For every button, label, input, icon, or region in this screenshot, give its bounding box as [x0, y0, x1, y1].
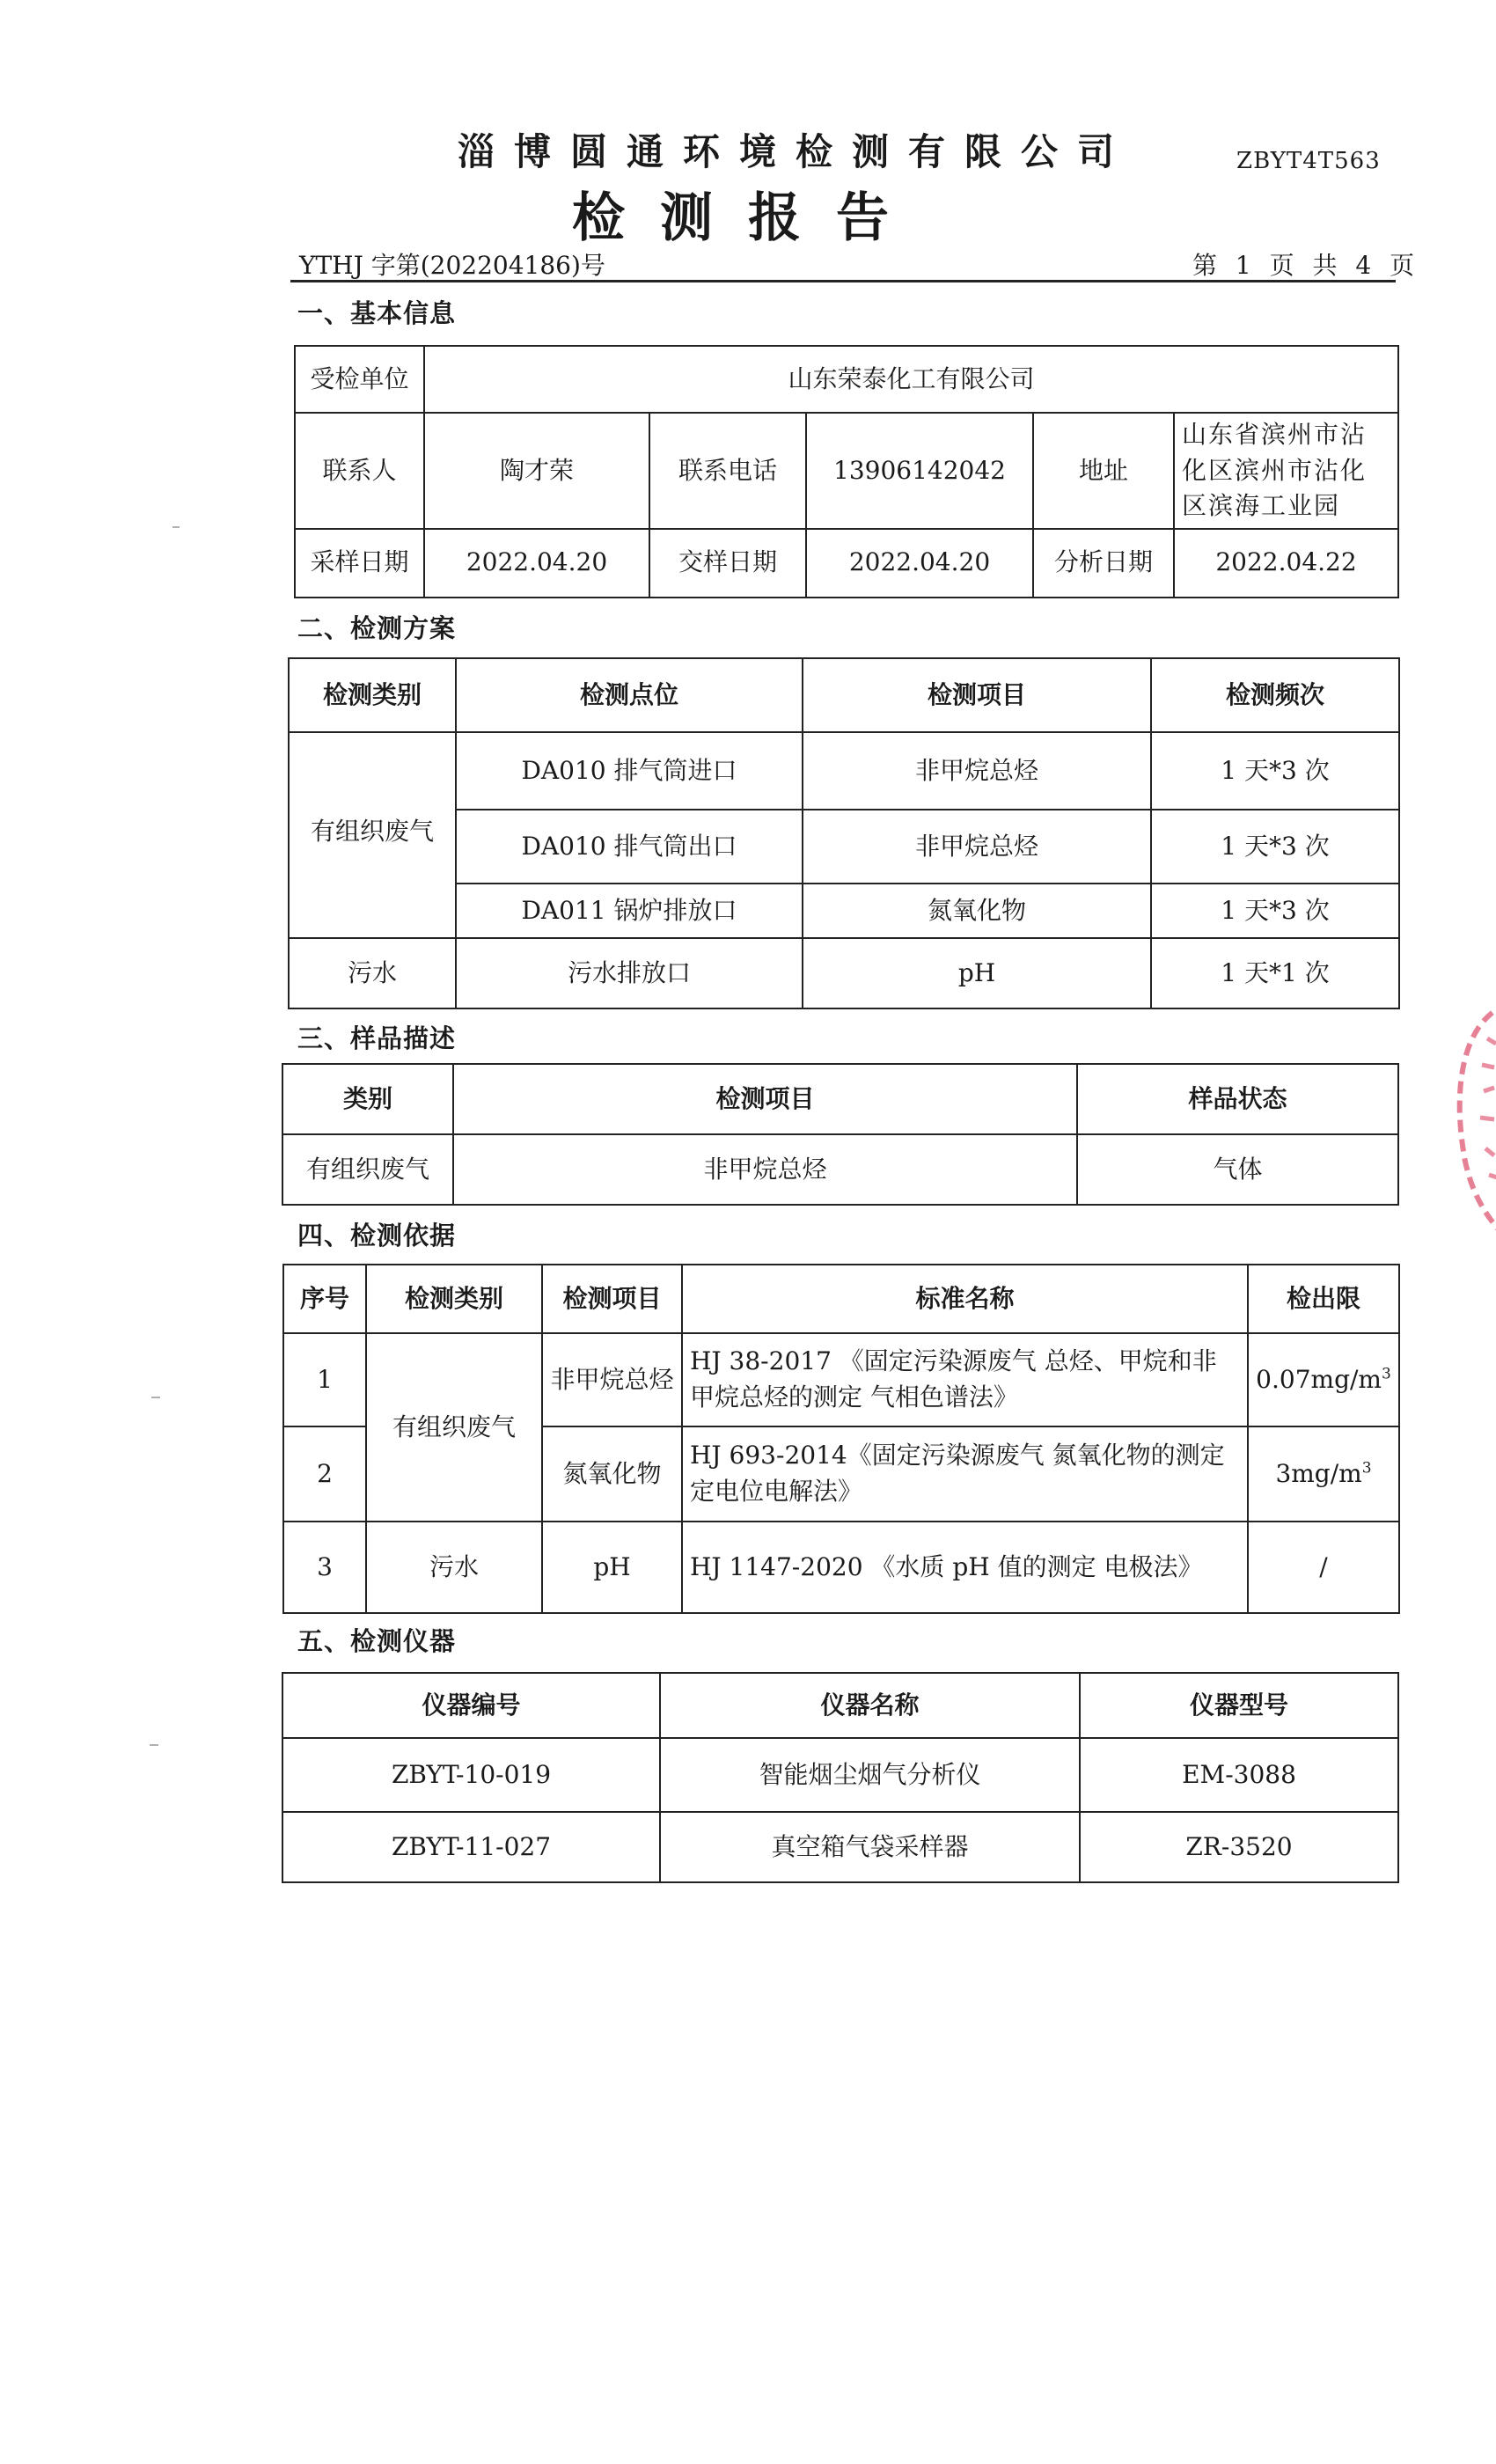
table-row — [282, 1812, 1398, 1882]
basis-item: 氮氧化物 — [542, 1426, 682, 1522]
plan-frequency: 1 天*3 次 — [1151, 810, 1399, 884]
delivery-date-label: 交样日期 — [649, 529, 806, 598]
section-basis-heading: 四、检测依据 — [297, 1221, 457, 1250]
basis-limit-value: / — [1319, 1551, 1328, 1581]
instrument-id: ZBYT-11-027 — [282, 1812, 660, 1882]
plan-item: 氮氧化物 — [803, 884, 1151, 938]
scan-speck — [151, 1397, 160, 1398]
instruments-header-id: 仪器编号 — [282, 1673, 660, 1738]
plan-frequency: 1 天*3 次 — [1151, 884, 1399, 938]
analysis-date-label: 分析日期 — [1033, 529, 1174, 598]
basis-limit — [1248, 1426, 1399, 1522]
basis-limit-exponent: 3 — [1361, 1459, 1372, 1478]
samples-table — [282, 1063, 1399, 1206]
basis-limit-value: 0.07mg/m — [1256, 1364, 1382, 1394]
plan-item: pH — [803, 938, 1151, 1008]
basis-standard: HJ 38-2017 《固定污染源废气 总烃、甲烷和非甲烷总烃的测定 气相色谱法》 — [682, 1333, 1248, 1426]
plan-point: 污水排放口 — [456, 938, 803, 1008]
scan-speck — [150, 1744, 158, 1746]
samples-state: 气体 — [1077, 1134, 1398, 1205]
plan-category-water: 污水 — [289, 938, 456, 1008]
phone-label: 联系电话 — [649, 413, 806, 529]
section-plan-heading: 二、检测方案 — [297, 613, 457, 643]
instrument-name: 真空箱气袋采样器 — [660, 1812, 1080, 1882]
plan-header-category: 检测类别 — [289, 658, 456, 732]
basis-category-gas: 有组织废气 — [366, 1333, 542, 1522]
basis-header-limit: 检出限 — [1248, 1265, 1399, 1333]
basis-limit — [1248, 1333, 1399, 1426]
table-row — [283, 1522, 1399, 1613]
basis-limit — [1248, 1522, 1399, 1613]
address-value: 山东省滨州市沾化区滨州市沾化区滨海工业园 — [1174, 413, 1398, 529]
instrument-id: ZBYT-10-019 — [282, 1738, 660, 1812]
sampling-date-label: 采样日期 — [295, 529, 424, 598]
section-instruments-heading: 五、检测仪器 — [297, 1626, 457, 1656]
basis-item: 非甲烷总烃 — [542, 1333, 682, 1426]
basis-no: 1 — [283, 1333, 366, 1426]
basis-header-item: 检测项目 — [542, 1265, 682, 1333]
scan-speck — [172, 526, 180, 528]
basis-limit-exponent: 3 — [1381, 1365, 1391, 1383]
address-label: 地址 — [1033, 413, 1174, 529]
plan-header-frequency: 检测频次 — [1151, 658, 1399, 732]
company-name: 淄博圆通环境检测有限公司 — [458, 130, 1134, 173]
basis-table — [282, 1264, 1400, 1614]
basis-no: 2 — [283, 1426, 366, 1522]
client-name: 山东荣泰化工有限公司 — [424, 346, 1398, 413]
basis-header-no: 序号 — [283, 1265, 366, 1333]
contact-label: 联系人 — [295, 413, 424, 529]
plan-item: 非甲烷总烃 — [803, 810, 1151, 884]
analysis-date-value: 2022.04.22 — [1174, 529, 1398, 598]
instrument-name: 智能烟尘烟气分析仪 — [660, 1738, 1080, 1812]
client-label: 受检单位 — [295, 346, 424, 413]
basic-info-table — [294, 345, 1399, 598]
table-row — [289, 810, 1399, 884]
plan-frequency: 1 天*3 次 — [1151, 732, 1399, 810]
plan-point: DA011 锅炉排放口 — [456, 884, 803, 938]
table-row — [289, 732, 1399, 810]
document-code: ZBYT4T563 — [1236, 148, 1381, 174]
report-title: 检测报告 — [572, 187, 924, 249]
phone-value: 13906142042 — [806, 413, 1033, 529]
plan-frequency: 1 天*1 次 — [1151, 938, 1399, 1008]
plan-point: DA010 排气筒出口 — [456, 810, 803, 884]
section-basic-info-heading: 一、基本信息 — [297, 298, 457, 328]
section-samples-heading: 三、样品描述 — [297, 1023, 457, 1053]
delivery-date-value: 2022.04.20 — [806, 529, 1033, 598]
contact-name: 陶才荣 — [424, 413, 649, 529]
plan-header-point: 检测点位 — [456, 658, 803, 732]
sampling-date-value: 2022.04.20 — [424, 529, 649, 598]
plan-header-item: 检测项目 — [803, 658, 1151, 732]
basis-no: 3 — [283, 1522, 366, 1613]
basis-header-standard: 标准名称 — [682, 1265, 1248, 1333]
instruments-header-model: 仪器型号 — [1080, 1673, 1398, 1738]
basis-limit-value: 3mg/m — [1275, 1458, 1362, 1488]
table-row — [282, 1738, 1398, 1812]
table-row — [283, 1333, 1399, 1426]
plan-category-gas: 有组织废气 — [289, 732, 456, 938]
samples-header-item: 检测项目 — [453, 1064, 1077, 1134]
page-info: 第 1 页 共 4 页 — [1192, 251, 1420, 280]
plan-item: 非甲烷总烃 — [803, 732, 1151, 810]
instruments-table — [282, 1672, 1399, 1883]
samples-header-state: 样品状态 — [1077, 1064, 1398, 1134]
basis-standard: HJ 693-2014《固定污染源废气 氮氧化物的测定定电位电解法》 — [682, 1426, 1248, 1522]
plan-table — [288, 657, 1400, 1009]
plan-point: DA010 排气筒进口 — [456, 732, 803, 810]
instrument-model: EM-3088 — [1080, 1738, 1398, 1812]
report-number: YTHJ 字第(202204186)号 — [299, 251, 605, 280]
table-row — [289, 938, 1399, 1008]
instruments-header-name: 仪器名称 — [660, 1673, 1080, 1738]
table-row — [289, 884, 1399, 938]
basis-category-water: 污水 — [366, 1522, 542, 1613]
header-rule — [290, 280, 1396, 282]
samples-header-category: 类别 — [282, 1064, 453, 1134]
basis-item: pH — [542, 1522, 682, 1613]
table-row — [282, 1134, 1398, 1205]
basis-header-category: 检测类别 — [366, 1265, 542, 1333]
samples-category: 有组织废气 — [282, 1134, 453, 1205]
instrument-model: ZR-3520 — [1080, 1812, 1398, 1882]
basis-standard: HJ 1147-2020 《水质 pH 值的测定 电极法》 — [682, 1522, 1248, 1613]
samples-item: 非甲烷总烃 — [453, 1134, 1077, 1205]
partial-seal-stamp — [1426, 986, 1496, 1250]
